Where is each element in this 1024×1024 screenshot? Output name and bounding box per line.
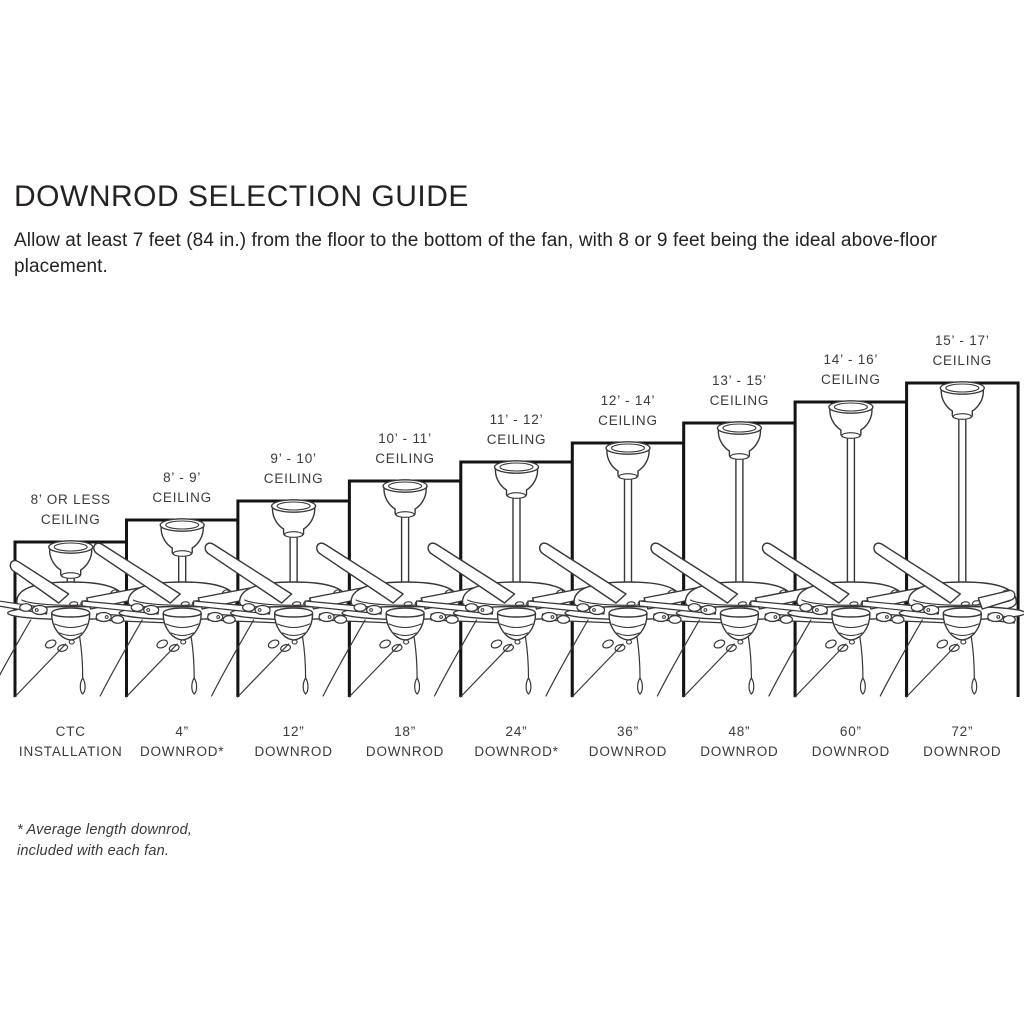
ceiling-word: CEILING xyxy=(152,489,212,505)
page-title: DOWNROD SELECTION GUIDE xyxy=(14,180,469,213)
ceiling-label-7 xyxy=(795,350,906,389)
downrod-size: 48” xyxy=(728,724,751,739)
intro-text: Allow at least 7 feet (84 in.) from the floor to the bottom of the fan, with 8 or 9 feet being the ideal above-floor placement. xyxy=(14,230,938,277)
downrod-label-5 xyxy=(572,722,683,761)
ceiling-label-0 xyxy=(15,490,126,529)
downrod-size: 4” xyxy=(175,724,189,739)
ceiling-word: CEILING xyxy=(40,511,101,527)
ceiling-label-6 xyxy=(684,371,795,410)
downrod-label-7 xyxy=(795,722,906,761)
downrod-word: DOWNROD xyxy=(700,743,779,759)
ceiling-range: 10’ - 11’ xyxy=(378,431,432,446)
downrod-word: DOWNROD* xyxy=(139,743,225,759)
footnote-line-2: included with each fan. xyxy=(17,843,170,859)
ceiling-label-1 xyxy=(126,468,237,507)
ceiling-range: 8’ - 9’ xyxy=(163,470,202,485)
ceiling-label-4 xyxy=(461,410,572,449)
downrod-word: DOWNROD xyxy=(365,743,445,759)
downrod-word: DOWNROD xyxy=(254,743,333,759)
downrod-size: 36” xyxy=(617,724,639,739)
downrod-word: DOWNROD xyxy=(923,743,1002,759)
downrod-word: INSTALLATION xyxy=(18,743,123,759)
ceiling-word: CEILING xyxy=(598,412,658,428)
ceiling-label-3 xyxy=(349,429,460,468)
ceiling-word: CEILING xyxy=(932,352,993,368)
downrod-size: 72” xyxy=(951,724,974,739)
downrod-word: DOWNROD xyxy=(588,743,668,759)
downrod-size: 60” xyxy=(839,724,862,739)
downrod-size: CTC xyxy=(55,724,86,739)
downrod-size: 18” xyxy=(394,724,417,739)
downrod-label-2 xyxy=(238,722,349,761)
downrod-size: 24” xyxy=(505,724,528,739)
downrod-label-1 xyxy=(126,722,237,761)
downrod-label-0 xyxy=(15,722,126,761)
ceiling-range: 15’ - 17’ xyxy=(934,333,990,348)
ceiling-word: CEILING xyxy=(263,470,324,486)
downrod-label-3 xyxy=(349,722,460,761)
footnote xyxy=(17,820,192,862)
downrod-label-8 xyxy=(907,722,1018,761)
ceiling-range: 12’ - 14’ xyxy=(600,393,656,408)
downrod-size: 12” xyxy=(282,724,305,739)
downrod-word: DOWNROD* xyxy=(474,743,559,759)
ceiling-label-2 xyxy=(238,449,349,488)
ceiling-word: CEILING xyxy=(375,450,435,466)
ceiling-range: 9’ - 10’ xyxy=(270,451,317,466)
downrod-label-4 xyxy=(461,722,572,761)
ceiling-word: CEILING xyxy=(821,371,881,387)
ceiling-range: 14’ - 16’ xyxy=(823,352,879,367)
ceiling-word: CEILING xyxy=(709,392,770,408)
ceiling-label-8 xyxy=(907,331,1018,370)
downrod-word: DOWNROD xyxy=(811,743,891,759)
ceiling-word: CEILING xyxy=(486,431,547,447)
ceiling-range: 11’ - 12’ xyxy=(489,412,544,427)
ceiling-label-5 xyxy=(572,391,683,430)
ceiling-range: 8’ OR LESS xyxy=(30,492,111,507)
footnote-line-1: * Average length downrod, xyxy=(17,822,193,838)
ceiling-range: 13’ - 15’ xyxy=(712,373,767,388)
downrod-label-6 xyxy=(684,722,795,761)
